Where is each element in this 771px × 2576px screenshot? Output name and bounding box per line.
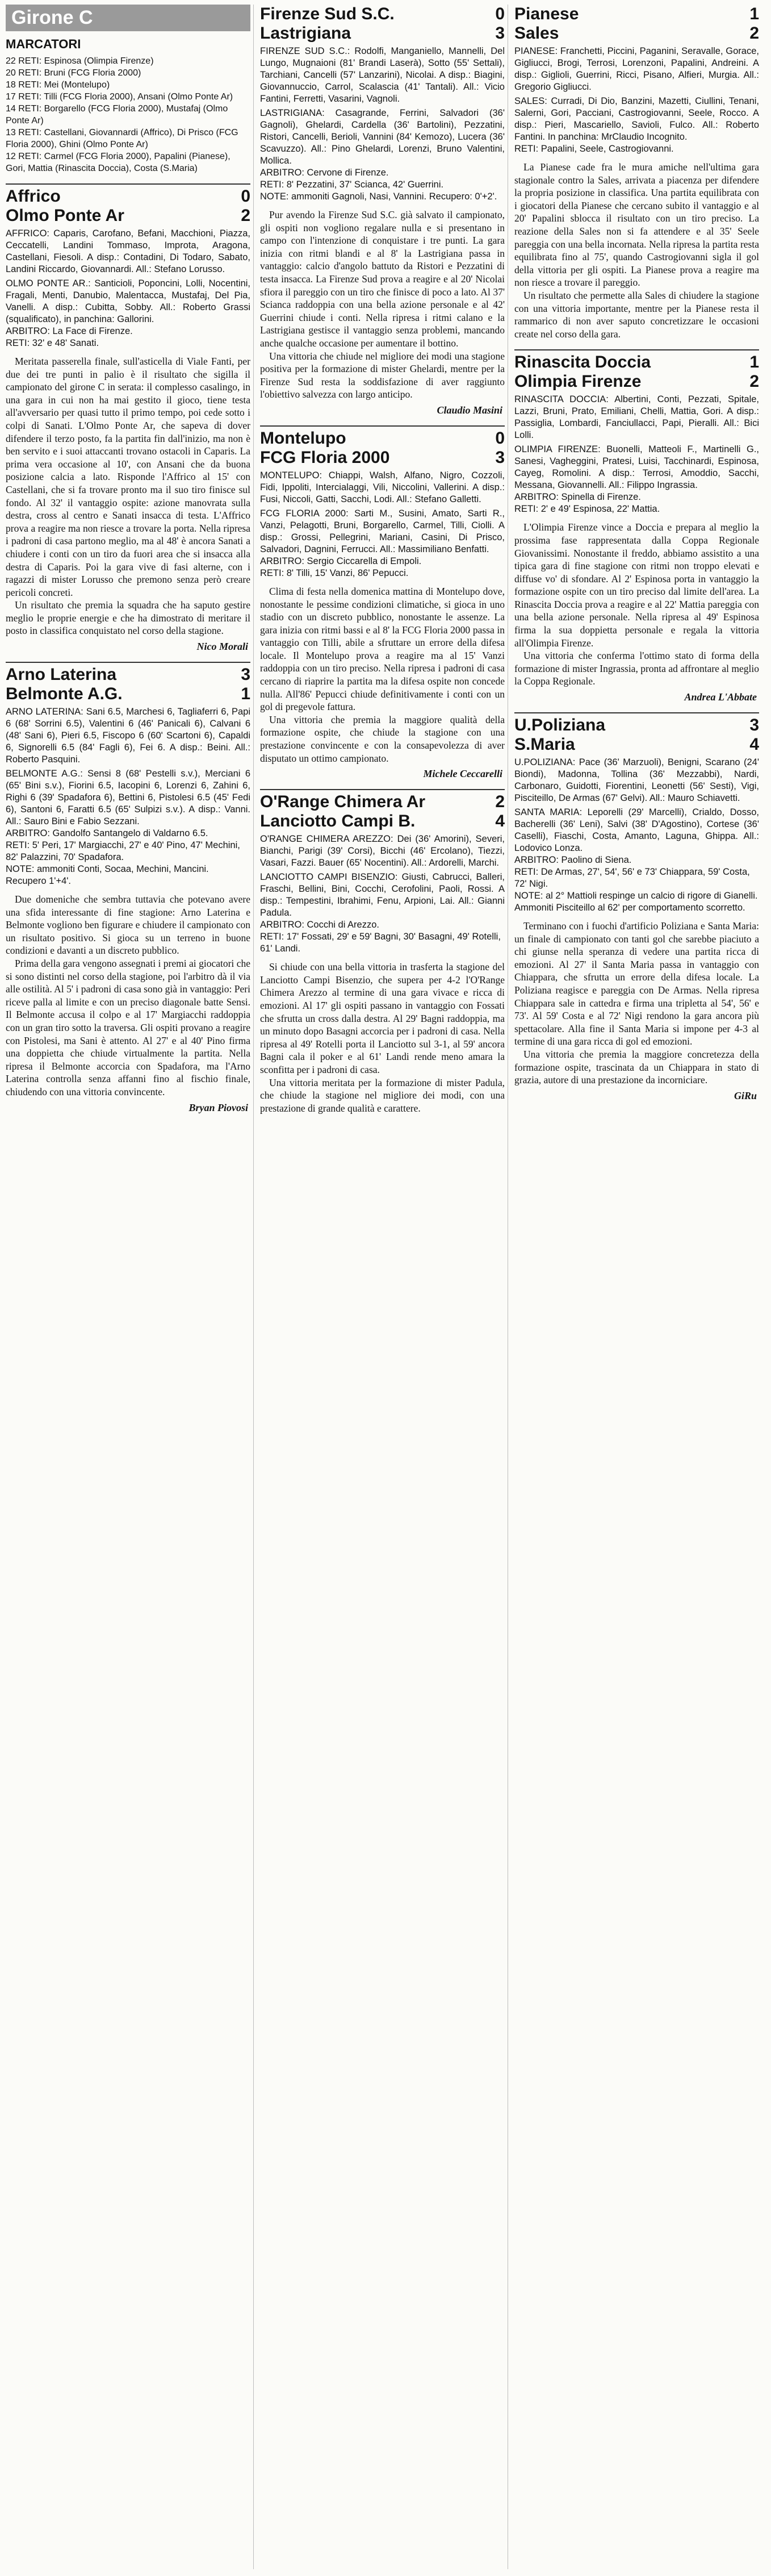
author-signature: Claudio Masini	[437, 404, 502, 416]
away-team-name: Olimpia Firenze	[514, 372, 642, 391]
away-lineup: OLIMPIA FIRENZE: Buonelli, Matteoli F., Martinelli G., Sanesi, Vagheggini, Pratesi, Luisi, Tacchinardi, Espinosa, Cayeg, Romolini. A disp.: Terrosi, Amoddio, Sacchi, Messana, Giovannelli. All.: Filippo Ingrassia.	[514, 444, 759, 491]
match-report	[514, 5, 759, 340]
away-team-score: 1	[241, 684, 250, 704]
section-banner: Girone C	[6, 5, 250, 31]
away-team-score: 2	[749, 24, 759, 43]
report-paragraph: Meritata passerella finale, sull'asticella di Viale Fanti, per due dei tre punti in palio è il risultato che sigilla il campionato del girone C in serata: il complesso casalingo, in una gara in cui non ha mai gestito il gioco, tiene testa all'avversario per quasi tutto il primo tempo, poi cede sotto i colpi di Sanati. L'Olmo Ponte Ar, che sapeva di dover difendere il terzo posto, fa la partita fin dall'inizio, ma non è ben servito e i suoi attaccanti trovano ostacoli in Caparis. La prima vera occasione al 10', con Ansani che da buona posizione calcia a lato. Risponde l'Affrico al 15' con Castellani, che si fa trovare pronto ma il suo tiro finisce sul fondo. Al 32' il vantaggio ospite: azione manovrata sulla destra, cross al centro e Sanati insacca di testa. L'Affrico prova a reagire ma non riesce a trovare la porta. Nella ripresa i padroni di casa partono meglio, ma al 48' è ancora Sanati a chiudere i conti con un tiro da fuori area che si insacca alla destra di Caparis. Poi la gara vive di fasi alterne, con i ragazzi di mister Lorusso che premono senza però creare pericoli concreti.	[6, 356, 250, 598]
home-team-name: Pianese	[514, 5, 579, 23]
report-paragraph: Una vittoria meritata per la formazione di mister Padula, che chiude la stagione nel migliore dei modi, con una prestazione di grande qualità e carattere.	[260, 1076, 505, 1114]
notes-line: NOTE: al 2° Mattioli respinge un calcio di rigore di Gianelli. Ammoniti Pisciteillo al 62' per comportamento scorretto.	[514, 891, 758, 913]
referee-line: ARBITRO: Spinella di Firenze.	[514, 492, 641, 503]
report-paragraph: Pur avendo la Firenze Sud S.C. già salvato il campionato, gli ospiti non vogliono regalare nulla e si presentano in campo con l'intenzione di conquistare i tre punti. La gara inizia con ritmi blandi e al 8' la Lastrigiana passa in vantaggio: calcio d'angolo battuto da Ristori e Pezzatini di testa insacca. La Firenze Sud prova a reagire e al 20' Nicolai sfiora il pareggio con un tiro che finisce di poco a lato. Al 37' Scianca raddoppia con una bella azione personale e al 42' Guerrini chiude i conti. Nella ripresa i ritmi calano e la Lastrigiana gestisce il vantaggio senza problemi, mancando anche qualche occasione per aumentare il bottino.	[260, 209, 505, 349]
away-team-name: Belmonte A.G.	[6, 684, 123, 704]
report-paragraph: L'Olimpia Firenze vince a Doccia e prepara al meglio la prossima fase rappresentata dalla Coppa Regionale Giovanissimi. Nonostante il freddo, abbiamo assistito a una tipica gara di fine stagione con ritmi non troppo elevati e diffuse vo' di sfondare. Al 2' Espinosa porta in vantaggio la formazione ospite con un tiro preciso dal limite dell'area. La Rinascita Doccia prova a reagire e al 22' Mattia pareggia con una bella azione personale. Nella ripresa al 49' Espinosa firma la sua doppietta personale e regala la vittoria all'Olimpia Firenze.	[514, 521, 759, 649]
home-lineup: PIANESE: Franchetti, Piccini, Paganini, Seravalle, Gorace, Gigliucci, Brogi, Terrosi, Lorenzoni, Papalini, Andreini. A disp.: Giglioli, Guerrini, Ricci, Pisano, Alfieri, Murgia. All.: Gregorio Gigliucci.	[514, 46, 759, 92]
away-team-row	[514, 24, 759, 43]
column-1	[6, 5, 250, 2572]
match-report	[260, 789, 505, 1114]
away-team-score: 3	[495, 448, 505, 467]
home-team-row	[6, 662, 250, 684]
scorer-line: 18 RETI: Mei (Montelupo)	[6, 80, 110, 90]
home-team-score: 2	[495, 792, 505, 812]
match-report	[514, 349, 759, 703]
referee-line: ARBITRO: Paolino di Siena.	[514, 855, 632, 866]
away-team-score: 3	[495, 24, 505, 43]
referee-line: ARBITRO: La Face di Firenze.	[6, 326, 133, 336]
scorer-line: 13 RETI: Castellani, Giovannardi (Affrico), Di Prisco (FCG Floria 2000), Ghini (Olmo Ponte Ar)	[6, 128, 238, 149]
goals-line: RETI: 2' e 49' Espinosa, 22' Mattia.	[514, 504, 660, 515]
away-team-score: 4	[749, 735, 759, 754]
author-signature: Michele Ceccarelli	[423, 768, 502, 780]
report-paragraph: Una vittoria che conferma l'ottimo stato di forma della formazione di mister Ingrassia, pronta ad affrontare al meglio la Coppa Regionale.	[514, 650, 759, 687]
author-signature: Nico Morali	[196, 641, 248, 653]
home-lineup: AFFRICO: Caparis, Carofano, Befani, Macchioni, Piazza, Ceccatelli, Landini Tommaso, Improta, Aragona, Castellani, Fiesoli. A disp.: Contadini, Di Todaro, Sabato, Landini Riccardo, Giovannardi. All.: Stefano Lorusso.	[6, 228, 250, 274]
goals-line: RETI: 8' Tilli, 15' Vanzi, 86' Pepucci.	[260, 567, 409, 578]
report-paragraph: Una vittoria che chiude nel migliore dei modi una stagione positiva per la formazione di mister Ghelardi, mentre per la Firenze Sud resta la soddisfazione di aver raggiunto l'obiettivo salvezza con largo anticipo.	[260, 350, 505, 400]
report-paragraph: Un risultato che permette alla Sales di chiudere la stagione con una vittoria importante, mentre per la Pianese resta il rammarico di non aver saputo concretizzare le occasioni create nel corso della gara.	[514, 289, 759, 340]
home-team-row	[514, 5, 759, 24]
home-team-name: U.Poliziana	[514, 716, 606, 735]
away-lineup: SALES: Curradi, Di Dio, Banzini, Mazetti, Ciullini, Tenani, Salerni, Gori, Pacciani, Castrogiovanni, Seele, Rocco. A disp.: Pieri, Mascariello, Savioli, Fulco. All.: Roberto Fantini. In panchina: MrClaudio Incognito.	[514, 96, 759, 142]
home-team-score: 0	[241, 187, 250, 206]
author-signature: Bryan Piovosi	[188, 1101, 248, 1113]
away-team-name: S.Maria	[514, 735, 575, 754]
away-lineup: OLMO PONTE AR.: Santicioli, Poponcini, Lolli, Nocentini, Fragali, Menti, Danubio, Malentacca, Mustafaj, Del Pia, Vanelli. A disp.: Cubitta, Sobby. All.: Roberto Grassi (squalificato), in panchina: Gallorini.	[6, 278, 250, 324]
home-team-name: Firenze Sud S.C.	[260, 5, 395, 23]
report-paragraph: Una vittoria che premia la maggiore qualità della formazione ospite, che chiude la stagione con una prestazione convincente e con la consapevolezza di aver disputato un ottimo campionato.	[260, 713, 505, 764]
match-report	[6, 183, 250, 653]
column-3	[514, 5, 759, 2572]
column-2	[260, 5, 505, 2572]
notes-line: NOTE: ammoniti Gagnoli, Nasi, Vannini. Recupero: 0'+2'.	[260, 191, 497, 202]
home-team-name: Rinascita Doccia	[514, 353, 651, 372]
scorer-line: 17 RETI: Tilli (FCG Floria 2000), Ansani (Olmo Ponte Ar)	[6, 92, 233, 102]
away-team-row	[6, 684, 250, 704]
away-team-name: Sales	[514, 24, 559, 43]
goals-line: RETI: De Armas, 27', 54', 56' e 73' Chiappara, 59' Costa, 72' Nigi.	[514, 867, 750, 890]
home-team-row	[260, 5, 505, 24]
scorers-heading: MARCATORI	[6, 37, 81, 51]
match-report	[260, 5, 505, 416]
goals-line: RETI: 5' Peri, 17' Margiacchi, 27' e 40' Pino, 47' Mechini, 82' Palazzini, 70' Spadafora.	[6, 840, 240, 863]
home-team-score: 3	[749, 716, 759, 735]
away-lineup: LASTRIGIANA: Casagrande, Ferrini, Salvadori (36' Gagnoli), Ghelardi, Cardella (36' Bartolini), Pezzatini, Ristori, Cancelli, Berioli, Vannini (84' Kemozo), Lucera (36' Scavuzzo). All.: Pino Ghelardi, Lorenzi, Bruno Valentini, Mollica.	[260, 108, 505, 166]
home-lineup: FIRENZE SUD S.C.: Rodolfi, Manganiello, Mannelli, Del Lungo, Mugnaioni (81' Brandi Laserà), Sotto (55' Settali), Tarchiani, Cancelli (57' Lanzarini), Nicolai. A disp.: Biagini, Giovannuccio, Carrol, Scalascia (41' Tantali). All.: Vicio Fantini, Ferretti, Vasarini, Vagnoli.	[260, 46, 505, 104]
away-team-row	[260, 448, 505, 467]
away-team-score: 4	[495, 812, 505, 831]
scorers-block	[6, 37, 250, 174]
away-lineup: SANTA MARIA: Leporelli (29' Marcelli), Crialdo, Dosso, Bacherelli (36' Leni), Salvi (38' D'Agostino), Cortese (36' Caselli), Fiaschi, Costa, Amanto, Laguna, Ghippa. All.: Lodovico Lonza.	[514, 807, 759, 854]
referee-line: ARBITRO: Cocchi di Arezzo.	[260, 920, 379, 930]
away-lineup: FCG FLORIA 2000: Sarti M., Susini, Amato, Sarti R., Vanzi, Pelagotti, Bruni, Borgarello, Carmel, Tilli, Ciolli. A disp.: Grossi, Pellegrini, Mariani, Casini, Di Prisco, Salvadori, Dagnini, Ferrucci. All.: Massimiliano Benfatti.	[260, 508, 505, 554]
author-signature: Andrea L'Abbate	[684, 691, 757, 703]
away-team-row	[6, 206, 250, 226]
scorer-line: 22 RETI: Espinosa (Olimpia Firenze)	[6, 56, 154, 66]
match-report	[6, 662, 250, 1114]
away-team-name: Lanciotto Campi B.	[260, 812, 416, 831]
home-team-name: O'Range Chimera Ar	[260, 792, 426, 812]
report-paragraph: Prima della gara vengono assegnati i premi ai giocatori che si sono distinti nel corso della stagione, poi l'arbitro dà il via alle ostilità. Al 5' i padroni di casa sono già in vantaggio: Peri riceve palla al limite e con un preciso diagonale batte Sensi. Il Belmonte accusa il colpo e al 17' Margiacchi raddoppia con un gran tiro sotto la traversa. Gli ospiti provano a reagire con Pistolesi, ma Sani è attento. Al 27' e al 40' Pino firma una doppietta che chiude virtualmente la partita. Nella ripresa il Belmonte accorcia con Spadafora, ma l'Arno Laterina controlla senza affanni fino al fischio finale, chiudendo con una vittoria convincente.	[6, 958, 250, 1097]
report-paragraph: Una vittoria che premia la maggiore concretezza della formazione ospite, trascinata da un Chiappara in stato di grazia, autore di una prestazione da incorniciare.	[514, 1048, 759, 1086]
away-team-name: Olmo Ponte Ar	[6, 206, 124, 225]
report-paragraph: Si chiude con una bella vittoria in trasferta la stagione del Lanciotto Campi Bisenzio, che supera per 4-2 l'O'Range Chimera Arezzo al termine di una gara vivace e ricca di emozioni. Al 17' gli ospiti passano in vantaggio con Fossati che sfrutta un cross dalla destra. Al 29' Bagni raddoppia, ma un minuto dopo Basagni accorcia per i padroni di casa. Nella ripresa al 49' Rotelli porta il Lanciotto sul 3-1, al 59' ancora Bagni cala il poker e al 61' Landi rende meno amara la sconfitta per i padroni di casa.	[260, 961, 505, 1075]
away-team-row	[260, 24, 505, 43]
home-team-row	[260, 425, 505, 448]
away-team-row	[514, 735, 759, 754]
home-team-score: 1	[749, 5, 759, 23]
home-lineup: RINASCITA DOCCIA: Albertini, Conti, Pezzati, Spitale, Lazzi, Bruni, Prato, Emiliani, Chelli, Mattia, Gori. A disp.: Passiglia, Lombardi, Fanciullacci, Papi, Pieralli. All.: Bici Lolli.	[514, 394, 759, 441]
away-team-name: Lastrigiana	[260, 24, 351, 43]
report-paragraph: La Pianese cade fra le mura amiche nell'ultima gara stagionale contro la Sales, arrivata a piacenza per difendere la propria posizione in classifica. Una partita equilibrata con i giocatori della Pianese che cercano subito il vantaggio e al 20' Papalini sblocca il risultato con un tiro preciso. La reazione della Sales non si fa attendere e al 35' Seele pareggia con una bella incornata. Nella ripresa la partita resta equilibrata fino al 75', quando Castrogiovanni sigla il gol della vittoria per gli ospiti. La Pianese prova a reagire ma non riesce a trovare il pareggio.	[514, 161, 759, 289]
away-lineup: BELMONTE A.G.: Sensi 8 (68' Pestelli s.v.), Merciani 6 (65' Bini s.v.), Fiorini 6.5, Iacopini 6, Lorenzi 6, Zahini 6, Righi 6 (39' Spadafora 6), Bettini 6, Pistolesi 6.5 (45' Fedi 6), Santoni 6, Faratti 6.5 (65' Sulpizi s.v.). A disp.: Vanni. All.: Sauro Bini e Fabio Sezzani.	[6, 769, 250, 827]
home-team-score: 0	[495, 5, 505, 23]
away-team-score: 2	[749, 372, 759, 391]
home-team-name: Affrico	[6, 187, 61, 206]
home-team-row	[514, 712, 759, 735]
home-team-row	[260, 789, 505, 812]
away-team-row	[260, 812, 505, 831]
away-team-name: FCG Floria 2000	[260, 448, 390, 467]
home-team-score: 3	[241, 665, 250, 684]
home-lineup: U.POLIZIANA: Pace (36' Marzuoli), Benigni, Scarano (24' Biondi), Madonna, Tollina (36' Mezzabbi), Nardi, Carbonaro, Guidotti, Fiorentini, Leonetti (56' Sesti), Vigi, Pisciteillo, De Armas (67' Gelvi). All.: Mauro Schiavetti.	[514, 757, 759, 804]
home-team-row	[514, 349, 759, 372]
goals-line: RETI: 8' Pezzatini, 37' Scianca, 42' Guerrini.	[260, 179, 444, 190]
author-signature: GiRu	[734, 1089, 757, 1101]
away-team-row	[514, 372, 759, 391]
goals-line: RETI: Papalini, Seele, Castrogiovanni.	[514, 144, 674, 154]
report-paragraph: Terminano con i fuochi d'artificio Poliziana e Santa Maria: un finale di campionato con tanti gol che sarebbe piaciuto a chi giunse nella speranza di vedere una partita ricca di emozioni. Al 27' il Santa Maria passa in vantaggio con Chiappara, che sfrutta un errore della difesa locale. La Poliziana reagisce e pareggia con De Armas. Nella ripresa Chiappara sale in cattedra e firma una tripletta al 54', 56' e 73'. Al 59' Costa e al 72' Nigi rendono la gara ancora più spettacolare. Alla fine il Santa Maria si impone per 4-3 al termine di una gara ricca di gol ed emozioni.	[514, 920, 759, 1047]
notes-line: NOTE: ammoniti Conti, Socaa, Mechini, Mancini. Recupero 1'+4'.	[6, 864, 209, 887]
goals-line: RETI: 17' Fossati, 29' e 59' Bagni, 30' Basagni, 49' Rotelli, 61' Landi.	[260, 932, 501, 954]
report-paragraph: Un risultato che premia la squadra che ha saputo gestire meglio le proprie energie e che ha dimostrato di meritare il posto in classifica conquistato nel corso della stagione.	[6, 599, 250, 637]
report-paragraph: Clima di festa nella domenica mattina di Montelupo dove, nonostante le pessime condizioni climatiche, si gioca in uno stadio con un discreto pubblico, nonostante le assenze. La gara inizia con ritmi bassi e al 8' la FCG Floria 2000 passa in vantaggio con Tilli, abile a sfruttare un errore della difesa locale. Il Montelupo prova a reagire ma al 15' Vanzi raddoppia con un tiro preciso. Nella ripresa i padroni di casa cercano di riaprire la partita ma la difesa ospite non concede nulla. All'86' Pepucci chiude definitivamente i conti con un gol di pregevole fattura.	[260, 585, 505, 713]
scorer-line: 14 RETI: Borgarello (FCG Floria 2000), Mustafaj (Olmo Ponte Ar)	[6, 104, 228, 126]
goals-line: RETI: 32' e 48' Sanati.	[6, 338, 99, 348]
referee-line: ARBITRO: Sergio Ciccarella di Empoli.	[260, 556, 422, 566]
scorer-line: 12 RETI: Carmel (FCG Floria 2000), Papalini (Pianese), Gori, Mattia (Rinascita Doccia), Costa (S.Maria)	[6, 152, 231, 173]
away-lineup: LANCIOTTO CAMPI BISENZIO: Giusti, Cabrucci, Balleri, Fraschi, Bellini, Bini, Cocchi, Cerofolini, Paoli, Rossi. A disp.: Tempestini, Ibrahimi, Fenu, Arpioni, Lai. All.: Gianni Padula.	[260, 872, 505, 918]
home-team-row	[6, 183, 250, 206]
home-lineup: O'RANGE CHIMERA AREZZO: Dei (36' Amorini), Severi, Bianchi, Parigi (39' Corsi), Bicchi (46' Ercolano), Tiezzi, Vasari, Fazzi. Bauer (65' Nocentini). All.: Ardorelli, Marchi.	[260, 834, 505, 869]
referee-line: ARBITRO: Cervone di Firenze.	[260, 168, 389, 178]
home-lineup: ARNO LATERINA: Sani 6.5, Marchesi 6, Tagliaferri 6, Papi 6 (68' Sorrini 6.5), Valentini 6 (46' Panicali 6), Calvani 6 (48' Sani 6), Pieri 6.5, Fiscopo 6 (60' Scartoni 6), Capaldi 6, Signorelli 6.5 (84' Fagli 6), Fei 6. A disp.: Beini. All.: Roberto Pasquini.	[6, 707, 250, 765]
report-paragraph: Due domeniche che sembra tuttavia che potevano avere una sfida interessante di fine stagione: Arno Laterina e Belmonte vogliono ben figurare e chiudere il campionato con un risultato positivo. Si gioca su un terreno in buone condizioni e davanti a un discreto pubblico.	[6, 894, 250, 957]
scorer-line: 20 RETI: Bruni (FCG Floria 2000)	[6, 68, 141, 78]
home-lineup: MONTELUPO: Chiappi, Walsh, Alfano, Nigro, Cozzoli, Fidi, Ippoliti, Intercialaggi, Vili, Niccolini, Vallerini. A disp.: Fusi, Niccoli, Gatti, Sacchi, Lodi. All.: Stefano Galletti.	[260, 470, 505, 504]
home-team-score: 0	[495, 428, 505, 448]
referee-line: ARBITRO: Gandolfo Santangelo di Valdarno 6.5.	[6, 828, 208, 839]
away-team-score: 2	[241, 206, 250, 225]
match-report	[260, 425, 505, 780]
home-team-name: Montelupo	[260, 428, 346, 448]
home-team-name: Arno Laterina	[6, 665, 117, 684]
column-divider	[253, 5, 254, 2569]
home-team-score: 1	[749, 353, 759, 372]
match-report	[514, 712, 759, 1102]
